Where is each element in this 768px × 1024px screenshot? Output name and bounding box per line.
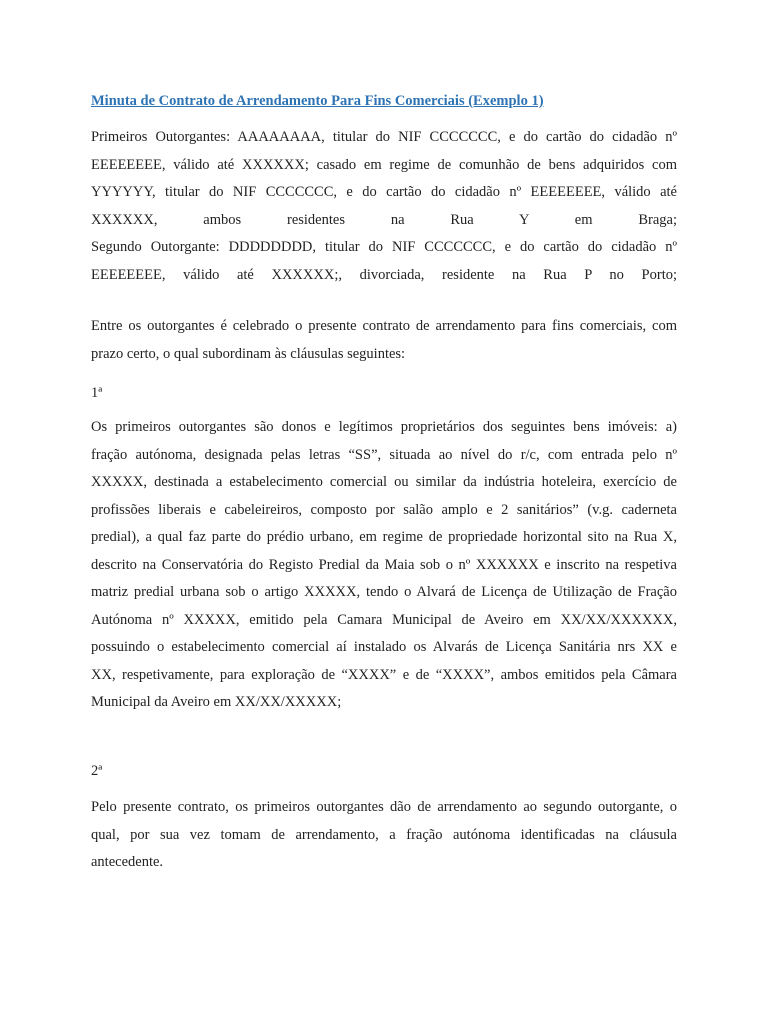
clause-1-line-10: XX, respetivamente, para exploração de “XXXX” e de “XXXX”, ambos emitidos pela Câmara [91, 666, 677, 683]
parties-line-2: EEEEEEEE, válido até XXXXXX; casado em regime de comunhão de bens adquiridos com [91, 156, 677, 173]
clause-2-paragraph [91, 794, 677, 877]
clause-1-line-1: Os primeiros outorgantes são donos e legítimos proprietários dos seguintes bens imóveis: a) [91, 419, 677, 435]
document-title: Minuta de Contrato de Arrendamento Para Fins Comerciais (Exemplo 1) [91, 93, 544, 109]
parties-line-4: XXXXXX, ambos residentes na Rua Y em Braga; [91, 211, 677, 228]
clause-2-line-3: antecedente. [91, 854, 164, 870]
clause-1-paragraph [91, 414, 677, 717]
parties-line-1: Primeiros Outorgantes: AAAAAAAA, titular do NIF CCCCCCC, e do cartão do cidadão nº [91, 129, 677, 145]
clause-2-heading: 2ª [91, 763, 103, 779]
clause-1-line-9: possuindo o estabelecimento comercial aí instalado os Alvarás de Licença Sanitária nrs XX e [91, 639, 677, 655]
clause-1-heading: 1ª [91, 385, 103, 401]
clause-1-line-11: Municipal da Aveiro em XX/XX/XXXXX; [91, 694, 342, 710]
clause-1-line-5: predial), a qual faz parte do prédio urbano, em regime de propriedade horizontal sito na Rua X, [91, 529, 677, 545]
clause-1-line-4: profissões liberais e cabeleireiros, composto por salão amplo e 2 sanitários” (v.g. caderneta [91, 501, 677, 518]
intro-line-2: prazo certo, o qual subordinam às cláusulas seguintes: [91, 345, 406, 362]
parties-paragraph [91, 124, 677, 289]
clause-1-line-8: Autónoma nº XXXXX, emitido pela Camara Municipal de Aveiro em XX/XX/XXXXXX, [91, 611, 677, 628]
clause-1-line-6: descrito na Conservatória do Registo Predial da Maia sob o nº XXXXXX e inscrito na respetiva [91, 556, 677, 573]
clause-1-line-2: fração autónoma, designada pelas letras “SS”, situada ao nível do r/c, com entrada pelo nº [91, 446, 677, 463]
intro-paragraph [91, 313, 677, 368]
clause-1-line-7: matriz predial urbana sob o artigo XXXXX, tendo o Alvará de Licença de Utilização de Fração [91, 584, 677, 600]
parties-line-5: Segundo Outorgante: DDDDDDDD, titular do NIF CCCCCCC, e do cartão do cidadão nº [91, 239, 677, 255]
clause-1-line-3: XXXXX, destinada a estabelecimento comercial ou similar da indústria hoteleira, exercício de [91, 474, 677, 490]
parties-line-3: YYYYYY, titular do NIF CCCCCCC, e do cartão do cidadão nº EEEEEEEE, válido até [91, 184, 677, 200]
parties-line-6: EEEEEEEE, válido até XXXXXX;, divorciada, residente na Rua P no Porto; [91, 266, 677, 283]
clause-2-line-2: qual, por sua vez tomam de arrendamento, a fração autónoma identificadas na cláusula [91, 826, 677, 843]
clause-2-line-1: Pelo presente contrato, os primeiros outorgantes dão de arrendamento ao segundo outorgante, o [91, 799, 677, 815]
intro-line-1: Entre os outorgantes é celebrado o presente contrato de arrendamento para fins comerciais, com [91, 318, 677, 334]
